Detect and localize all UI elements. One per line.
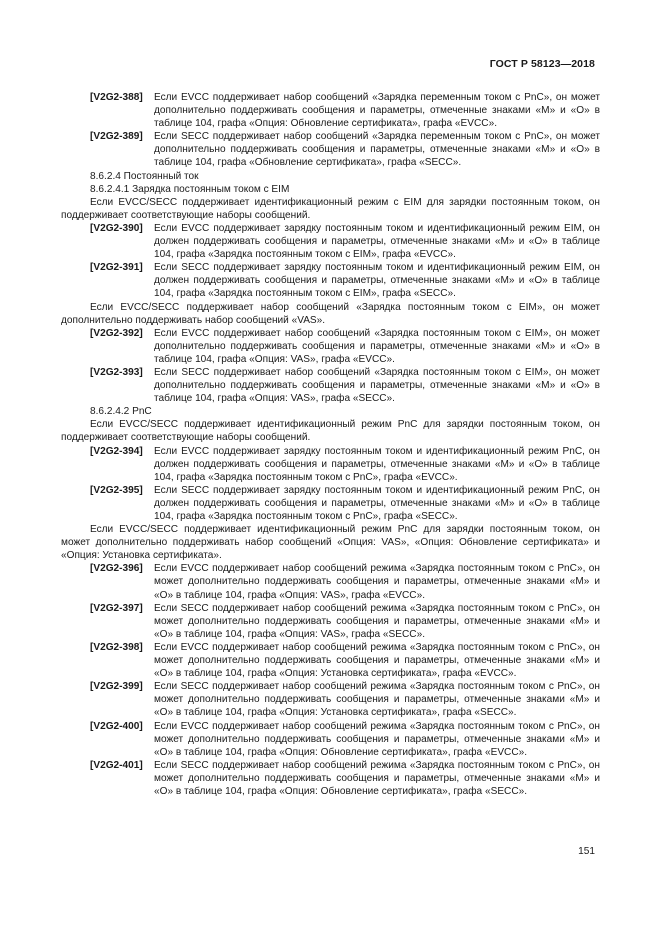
requirement-item — [61, 720, 600, 759]
body-paragraph: Если EVCC/SECC поддерживает идентификационный режим PnC для зарядки постоянным током, он поддерживает соответствующие наборы сообщений. — [61, 419, 600, 444]
document-body — [61, 91, 600, 798]
requirement-code: [V2G2-388] — [90, 92, 143, 103]
requirement-code: [V2G2-398] — [90, 641, 143, 653]
requirement-code: [V2G2-400] — [90, 720, 143, 732]
requirement-code: [V2G2-399] — [90, 681, 143, 693]
requirement-text: Если SECC поддерживает набор сообщений «Зарядка переменным током с PnC», он может дополнительно поддерживать сообщения и параметры, отмеченные знаками «M» и «O» в таблице 104, графа «Обновление сертификата», графа «SECC». — [154, 131, 600, 169]
requirement-text: Если EVCC поддерживает зарядку постоянным током и идентификационный режим PnC, он должен поддерживать сообщения и параметры, отмеченные знаками «M» и «O» в таблице 104, графа «Зарядка постоянным током с PnC», графа «EVCC». — [154, 445, 600, 483]
requirement-item — [61, 91, 600, 130]
requirement-item — [61, 680, 600, 719]
requirement-text: Если EVCC поддерживает зарядку постоянным током и идентификационный режим EIM, он должен поддерживать сообщения и параметры, отмеченные знаками «M» и «O» в таблице 104, графа «Зарядка постоянным током с EIM», графа «EVCC». — [154, 222, 600, 261]
requirement-item — [61, 484, 600, 523]
requirement-code: [V2G2-401] — [90, 759, 143, 771]
requirement-code: [V2G2-394] — [90, 445, 143, 457]
requirement-code: [V2G2-395] — [90, 484, 143, 496]
requirement-item — [61, 641, 600, 680]
requirement-code: [V2G2-393] — [90, 366, 143, 378]
section-heading: 8.6.2.4.1 Зарядка постоянным током с EIM — [90, 183, 290, 195]
requirement-code: [V2G2-396] — [90, 563, 143, 575]
requirement-item — [61, 222, 600, 261]
requirement-item — [61, 261, 600, 300]
requirement-text: Если EVCC поддерживает набор сообщений «Зарядка постоянным током с EIM», он может дополнительно поддерживать сообщения и параметры, отмеченные знаками «M» и «O» в таблице 104, графа «Опция: VAS», графа «EVCC». — [154, 327, 600, 365]
requirement-item — [61, 602, 600, 641]
document-code-header: ГОСТ Р 58123—2018 — [489, 58, 595, 70]
requirement-text: Если SECC поддерживает набор сообщений «Зарядка постоянным током с EIM», он может дополнительно поддерживать сообщения и параметры, отмеченные знаками «M» и «O» в таблице 104, графа «Опция: VAS», графа «SECC». — [154, 366, 600, 405]
requirement-item — [61, 366, 600, 405]
requirement-text: Если EVCC поддерживает набор сообщений режима «Зарядка постоянным током с PnC», он может дополнительно поддерживать сообщения и параметры, отмеченные знаками «M» и «O» в таблице 104, графа «Опция: Обновление сертификата», графа «EVCC». — [154, 720, 600, 758]
requirement-item — [61, 130, 600, 169]
requirement-item — [61, 445, 600, 484]
requirement-code: [V2G2-389] — [90, 131, 143, 143]
requirement-code: [V2G2-391] — [90, 262, 143, 274]
requirement-text: Если SECC поддерживает набор сообщений режима «Зарядка постоянным током с PnC», он может дополнительно поддерживать сообщения и параметры, отмеченные знаками «M» и «O» в таблице 104, графа «Опция: Установка сертификата», графа «SECC». — [154, 681, 600, 719]
requirement-code: [V2G2-397] — [90, 602, 143, 614]
requirement-item — [61, 327, 600, 366]
requirement-text: Если SECC поддерживает зарядку постоянным током и идентификационный режим PnC, он должен поддерживать сообщения и параметры, отмеченные знаками «M» и «O» в таблице 104, графа «Зарядка постоянным током с PnC», графа «SECC». — [154, 484, 600, 522]
requirement-item — [61, 562, 600, 601]
requirement-text: Если EVCC поддерживает набор сообщений режима «Зарядка постоянным током с PnC», он может дополнительно поддерживать сообщения и параметры, отмеченные знаками «M» и «O» в таблице 104, графа «Опция: VAS», графа «EVCC». — [154, 563, 600, 601]
body-paragraph: Если EVCC/SECC поддерживает набор сообщений «Зарядка постоянным током с EIM», он может дополнительно поддерживать набор сообщений «VAS». — [61, 301, 600, 326]
section-heading: 8.6.2.4 Постоянный ток — [90, 170, 199, 182]
page-number: 151 — [578, 846, 595, 857]
requirement-code: [V2G2-390] — [90, 222, 143, 234]
body-paragraph: Если EVCC/SECC поддерживает идентификационный режим PnC для зарядки постоянным током, он может дополнительно поддерживать набор сообщений «Опция: VAS», «Опция: Обновление сертификата» и «Опция: Установка сертификата». — [61, 524, 600, 562]
requirement-text: Если SECC поддерживает набор сообщений режима «Зарядка постоянным током с PnC», он может дополнительно поддерживать сообщения и параметры, отмеченные знаками «M» и «O» в таблице 104, графа «Опция: VAS», графа «SECC». — [154, 602, 600, 640]
requirement-text: Если SECC поддерживает набор сообщений режима «Зарядка постоянным током с PnC», он может дополнительно поддерживать сообщения и параметры, отмеченные знаками «M» и «O» в таблице 104, графа «Опция: Обновление сертификата», графа «SECC». — [154, 759, 600, 797]
requirement-text: Если EVCC поддерживает набор сообщений режима «Зарядка постоянным током с PnC», он может дополнительно поддерживать сообщения и параметры, отмеченные знаками «M» и «O» в таблице 104, графа «Опция: Установка сертификата», графа «EVCC». — [154, 641, 600, 680]
requirement-text: Если SECC поддерживает зарядку постоянным током и идентификационный режим EIM, он должен поддерживать сообщения и параметры, отмеченные знаками «M» и «O» в таблице 104, графа «Зарядка постоянным током с EIM», графа «SECC». — [154, 262, 600, 300]
section-heading: 8.6.2.4.2 PnC — [90, 406, 152, 418]
requirement-item — [61, 759, 600, 798]
requirement-code: [V2G2-392] — [90, 327, 143, 339]
requirement-text: Если EVCC поддерживает набор сообщений «Зарядка переменным током с PnC», он может дополнительно поддерживать сообщения и параметры, отмеченные знаками «M» и «O» в таблице 104, графа «Опция: Обновление сертификата», графа «EVCC». — [154, 92, 600, 130]
body-paragraph: Если EVCC/SECC поддерживает идентификационный режим с EIM для зарядки постоянным током, он поддерживает соответствующие наборы сообщений. — [61, 196, 600, 221]
